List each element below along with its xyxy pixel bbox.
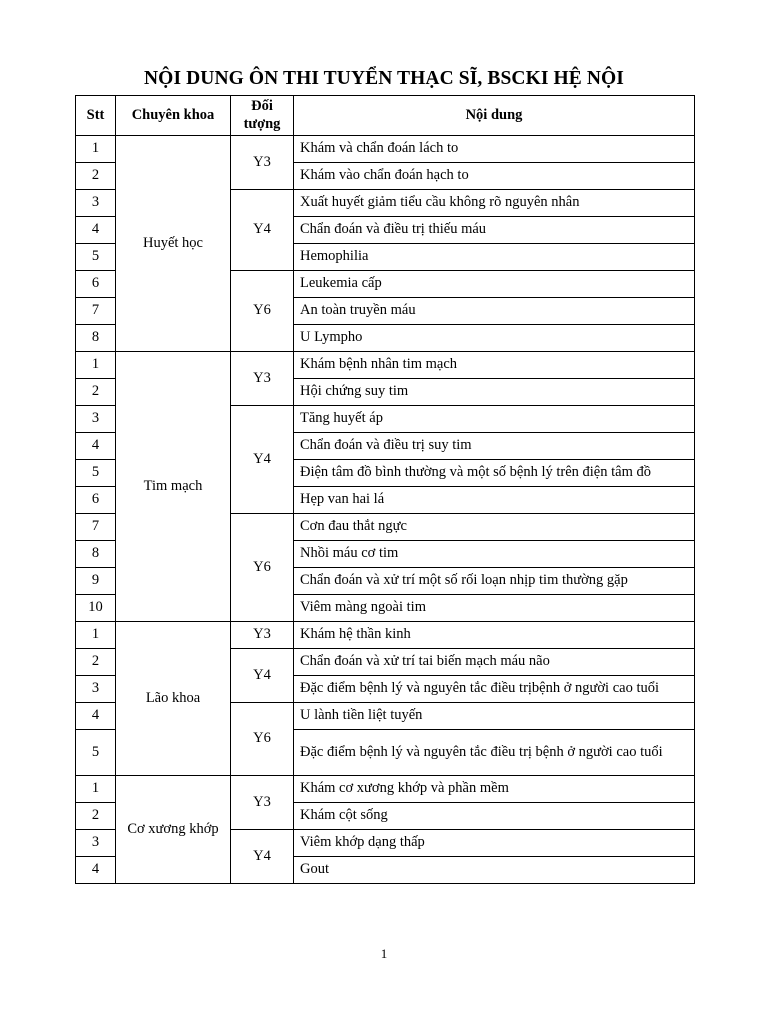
content-cell: Viêm khớp dạng thấp [294,830,695,857]
table-header-row [76,96,695,136]
content-cell: Khám và chẩn đoán lách to [294,136,695,163]
row-stt: 4 [76,703,116,730]
level-cell: Y4 [231,406,294,514]
content-cell: Hội chứng suy tim [294,379,695,406]
level-cell: Y6 [231,271,294,352]
table-row [76,352,695,379]
row-stt: 6 [76,487,116,514]
row-stt: 7 [76,514,116,541]
row-stt: 1 [76,136,116,163]
header-chuyen-khoa: Chuyên khoa [116,96,231,136]
syllabus-table [75,95,695,884]
row-stt: 3 [76,830,116,857]
level-cell: Y3 [231,622,294,649]
row-stt: 7 [76,298,116,325]
content-cell: Viêm màng ngoài tim [294,595,695,622]
document-title: NỘI DUNG ÔN THI TUYỂN THẠC SĨ, BSCKI HỆ NỘI [144,68,624,89]
row-stt: 9 [76,568,116,595]
header-doi-tuong: Đối tượng [231,96,294,136]
level-cell: Y3 [231,136,294,190]
table-row [76,622,695,649]
row-stt: 4 [76,857,116,884]
content-cell: Khám cơ xương khớp và phần mềm [294,776,695,803]
row-stt: 1 [76,622,116,649]
page-number: 1 [380,946,388,961]
table-row [76,776,695,803]
row-stt: 10 [76,595,116,622]
row-stt: 5 [76,730,116,776]
level-cell: Y4 [231,649,294,703]
content-cell: Tăng huyết áp [294,406,695,433]
row-stt: 5 [76,244,116,271]
content-cell: Hẹp van hai lá [294,487,695,514]
row-stt: 3 [76,406,116,433]
content-cell: Chẩn đoán và xử trí tai biến mạch máu não [294,649,695,676]
content-cell: Chẩn đoán và điều trị thiếu máu [294,217,695,244]
content-cell: U Lympho [294,325,695,352]
level-cell: Y3 [231,352,294,406]
level-cell: Y6 [231,514,294,622]
content-cell: Chẩn đoán và điều trị suy tim [294,433,695,460]
content-cell: Nhồi máu cơ tim [294,541,695,568]
table-row [76,136,695,163]
row-stt: 4 [76,433,116,460]
level-cell: Y4 [231,830,294,884]
header-noi-dung: Nội dung [294,96,695,136]
row-stt: 2 [76,649,116,676]
level-cell: Y3 [231,776,294,830]
row-stt: 8 [76,541,116,568]
content-cell: U lành tiền liệt tuyến [294,703,695,730]
content-cell: Hemophilia [294,244,695,271]
row-stt: 2 [76,379,116,406]
content-cell: Khám bệnh nhân tim mạch [294,352,695,379]
content-cell: Cơn đau thắt ngực [294,514,695,541]
content-cell: An toàn truyền máu [294,298,695,325]
row-stt: 3 [76,676,116,703]
level-cell: Y6 [231,703,294,776]
row-stt: 2 [76,163,116,190]
specialty-cell: Tim mạch [116,352,231,622]
level-cell: Y4 [231,190,294,271]
row-stt: 3 [76,190,116,217]
row-stt: 2 [76,803,116,830]
content-cell: Khám vào chẩn đoán hạch to [294,163,695,190]
content-cell: Điện tâm đồ bình thường và một số bệnh lý trên điện tâm đồ [294,460,695,487]
content-cell: Xuất huyết giảm tiểu cầu không rõ nguyên nhân [294,190,695,217]
content-cell: Gout [294,857,695,884]
content-cell: Khám hệ thần kinh [294,622,695,649]
content-cell: Leukemia cấp [294,271,695,298]
table-body [76,136,695,884]
specialty-cell: Lão khoa [116,622,231,776]
specialty-cell: Huyết học [116,136,231,352]
row-stt: 1 [76,776,116,803]
row-stt: 5 [76,460,116,487]
row-stt: 6 [76,271,116,298]
row-stt: 1 [76,352,116,379]
header-stt: Stt [76,96,116,136]
specialty-cell: Cơ xương khớp [116,776,231,884]
content-cell: Khám cột sống [294,803,695,830]
content-cell: Đặc điểm bệnh lý và nguyên tắc điều trị bệnh ở người cao tuổi [294,730,695,776]
row-stt: 4 [76,217,116,244]
content-cell: Đặc điểm bệnh lý và nguyên tắc điều trịbệnh ở người cao tuổi [294,676,695,703]
content-cell: Chẩn đoán và xử trí một số rối loạn nhịp tim thường gặp [294,568,695,595]
row-stt: 8 [76,325,116,352]
